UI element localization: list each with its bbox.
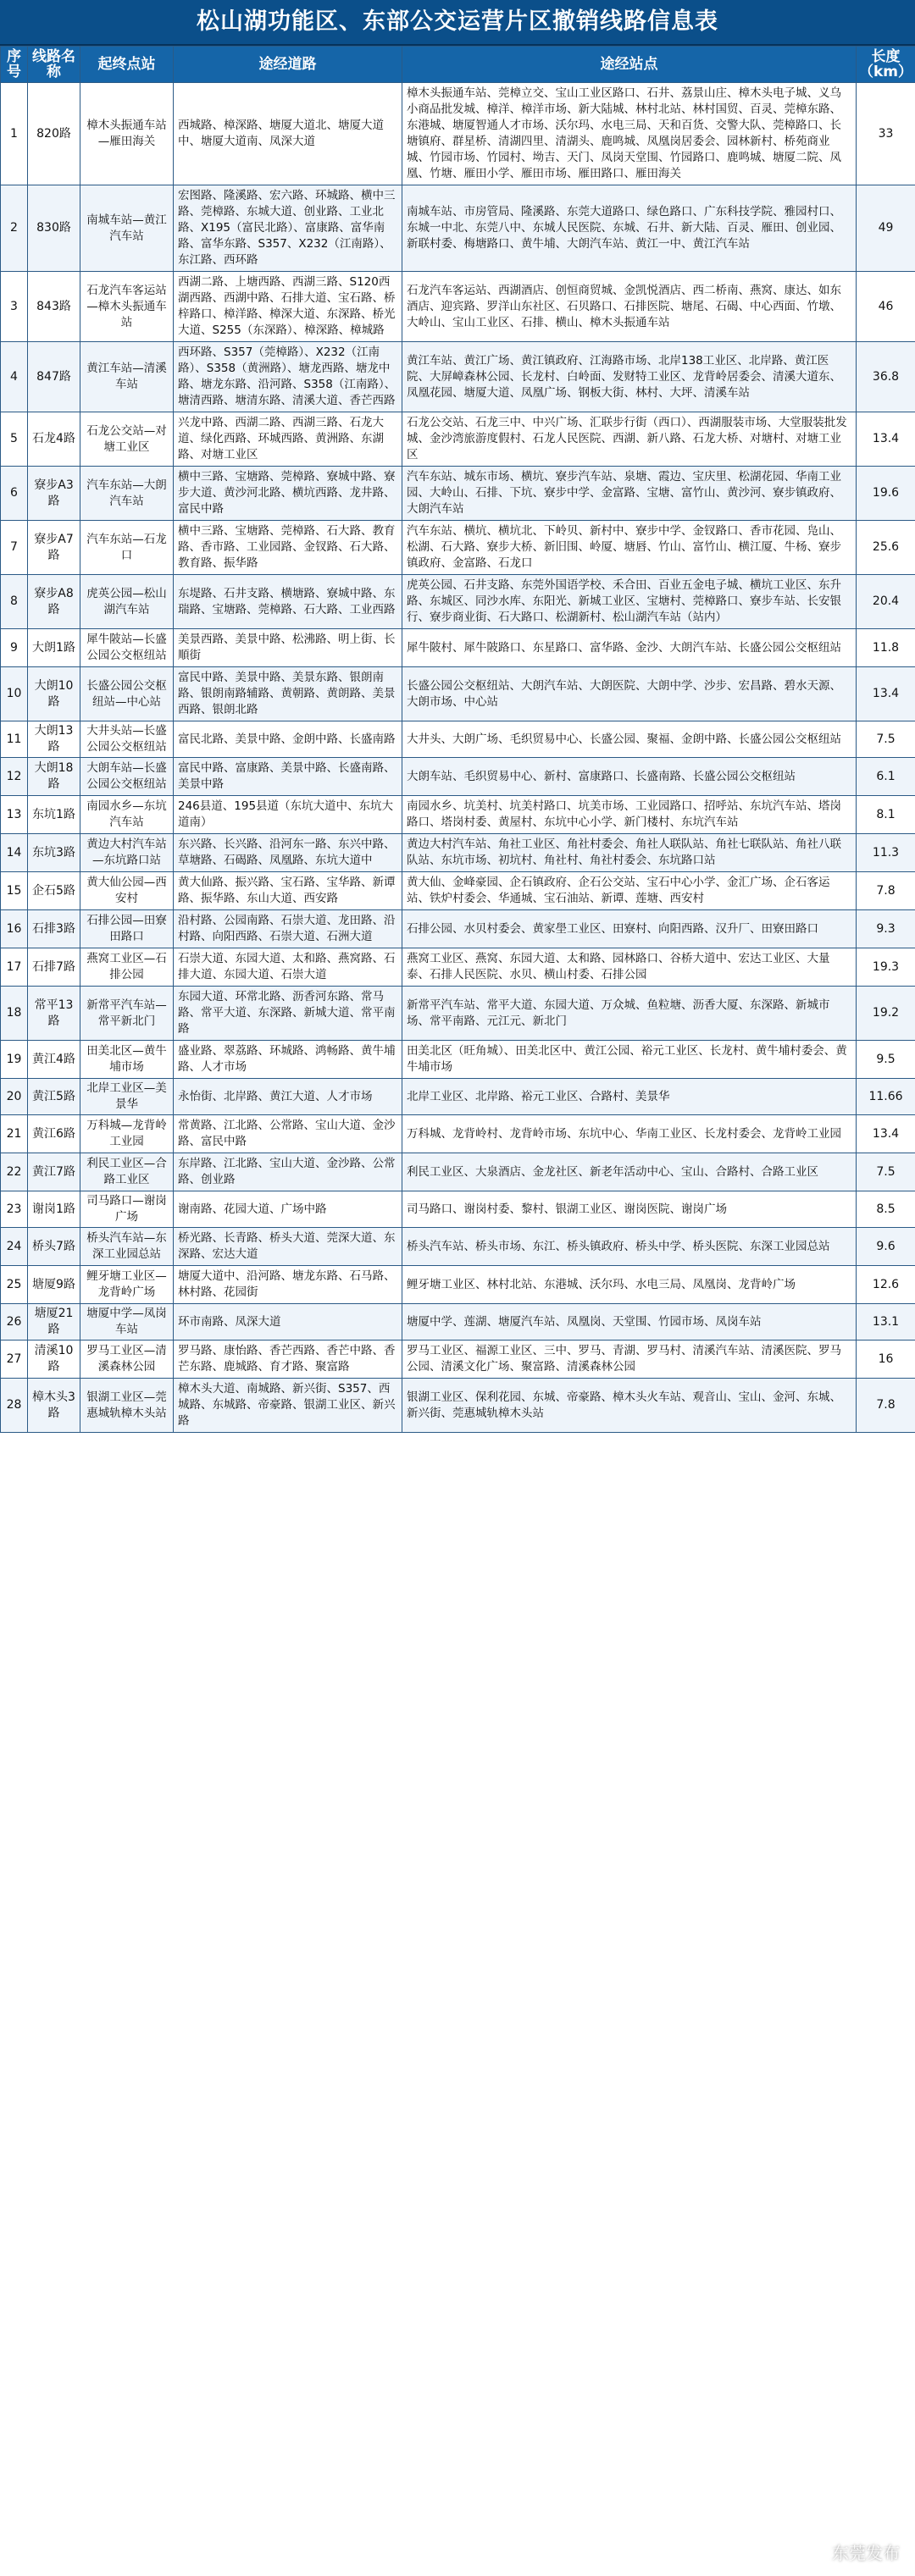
table-cell-length: 12.6 <box>857 1266 915 1304</box>
table-cell-start: 石龙汽车客运站—樟木头振通车站 <box>80 272 174 342</box>
table-cell-no: 20 <box>1 1079 28 1115</box>
table-cell-no: 25 <box>1 1266 28 1304</box>
table-cell-length: 8.1 <box>857 796 915 834</box>
table-cell-stops: 汽车东站、城东市场、横坑、寮步汽车站、泉塘、霞边、宝庆里、松湖花园、华南工业园、大岭山、石排、下坑、寮步中学、金富路、宝塘、富竹山、黄沙河、寮步镇政府、大朗汽车站 <box>402 467 857 521</box>
table-cell-line: 黄江6路 <box>28 1115 80 1153</box>
table-cell-roads: 东堤路、石井支路、横塘路、寮城中路、东瑞路、宝塘路、莞樟路、石大路、工业西路 <box>174 575 402 629</box>
table-cell-roads: 西城路、樟深路、塘厦大道北、塘厦大道中、塘厦大道南、凤深大道 <box>174 83 402 185</box>
table-cell-no: 7 <box>1 521 28 575</box>
table-cell-no: 1 <box>1 83 28 185</box>
table-cell-line: 石排3路 <box>28 910 80 948</box>
table-cell-roads: 西环路、S357（莞樟路）、X232（江南路）、S358（黄洲路）、塘龙西路、塘龙中路、塘龙东路、沿河路、S358（江南路）、塘清西路、塘清东路、清溪大道、香芒西路 <box>174 342 402 412</box>
table-cell-line: 黄江4路 <box>28 1041 80 1079</box>
table-row <box>1 521 915 575</box>
table-cell-line: 石排7路 <box>28 948 80 987</box>
table-cell-no: 12 <box>1 758 28 796</box>
table-cell-start: 罗马工业区—清溪森林公园 <box>80 1341 174 1379</box>
table-cell-line: 黄江5路 <box>28 1079 80 1115</box>
table-cell-length: 11.8 <box>857 629 915 667</box>
table-cell-no: 17 <box>1 948 28 987</box>
table-cell-stops: 田美北区（旺角城）、田美北区中、黄江公园、裕元工业区、长龙村、黄牛埔村委会、黄牛埔市场 <box>402 1041 857 1079</box>
table-row <box>1 948 915 987</box>
table-cell-no: 2 <box>1 185 28 272</box>
table-cell-roads: 富民北路、美景中路、金朗中路、长盛南路 <box>174 721 402 758</box>
table-cell-no: 19 <box>1 1041 28 1079</box>
table-header <box>1 47 915 83</box>
table-cell-stops: 利民工业区、大泉酒店、金龙社区、新老年活动中心、宝山、合路村、合路工业区 <box>402 1153 857 1191</box>
table-cell-no: 9 <box>1 629 28 667</box>
table-cell-start: 长盛公园公交枢纽站—中心站 <box>80 667 174 721</box>
table-cell-roads: 西湖二路、上塘西路、西湖三路、S120西湖西路、西湖中路、石排大道、宝石路、桥梓路口、樟洋路、樟深大道、东深路、桥光大道、S255（东深路）、樟深路、樟城路 <box>174 272 402 342</box>
table-row <box>1 342 915 412</box>
table-cell-length: 9.6 <box>857 1228 915 1266</box>
table-cell-roads: 常黄路、江北路、公常路、宝山大道、金沙路、富民中路 <box>174 1115 402 1153</box>
table-row <box>1 1304 915 1341</box>
table-cell-length: 13.1 <box>857 1304 915 1341</box>
table-cell-stops: 黄边大村汽车站、角社工业区、角社村委会、角社人联队站、角社七联队站、角社八联队站、东坑市场、初坑村、角社村、角社村委会、东坑路口站 <box>402 834 857 872</box>
table-cell-no: 11 <box>1 721 28 758</box>
table-cell-roads: 东兴路、长兴路、沿河东一路、东兴中路、草塘路、石碣路、凤凰路、东坑大道中 <box>174 834 402 872</box>
table-row <box>1 721 915 758</box>
table-cell-start: 万科城—龙背岭工业园 <box>80 1115 174 1153</box>
table-cell-start: 黄江车站—清溪车站 <box>80 342 174 412</box>
table-cell-stops: 黄江车站、黄江广场、黄江镇政府、江海路市场、北岸138工业区、北岸路、黄江医院、大屏嶂森林公园、长龙村、白岭面、发财特工业区、龙背岭居委会、清溪大道东、凤凰花园、塘厦大道、凤凰广场、钢板大街、林村、大坪、清溪车站 <box>402 342 857 412</box>
table-cell-length: 19.3 <box>857 948 915 987</box>
table-cell-no: 5 <box>1 412 28 467</box>
table-cell-length: 13.4 <box>857 667 915 721</box>
table-cell-length: 9.5 <box>857 1041 915 1079</box>
table-cell-roads: 永怡街、北岸路、黄江大道、人才市场 <box>174 1079 402 1115</box>
table-cell-start: 石排公园—田寮田路口 <box>80 910 174 948</box>
table-cell-roads: 横中三路、宝塘路、莞樟路、寮城中路、寮步大道、黄沙河北路、横坑西路、龙井路、富民中路 <box>174 467 402 521</box>
table-cell-stops: 塘厦中学、莲湖、塘厦汽车站、凤凰岗、天堂围、竹园市场、凤岗车站 <box>402 1304 857 1341</box>
table-cell-roads: 横中三路、宝塘路、莞樟路、石大路、教育路、香市路、工业园路、金钗路、石大路、教育路、振华路 <box>174 521 402 575</box>
table-cell-line: 黄江7路 <box>28 1153 80 1191</box>
table-cell-length: 33 <box>857 83 915 185</box>
table-row <box>1 1115 915 1153</box>
table-cell-line: 大朗10路 <box>28 667 80 721</box>
table-row <box>1 575 915 629</box>
table-row <box>1 1191 915 1228</box>
table-cell-no: 26 <box>1 1304 28 1341</box>
table-cell-start: 大井头站—长盛公园公交枢纽站 <box>80 721 174 758</box>
table-cell-no: 18 <box>1 987 28 1041</box>
header-length: 长度（km） <box>857 47 915 83</box>
table-cell-length: 7.8 <box>857 872 915 910</box>
table-cell-line: 塘厦9路 <box>28 1266 80 1304</box>
route-table <box>0 46 915 1433</box>
table-row <box>1 796 915 834</box>
table-cell-line: 东坑1路 <box>28 796 80 834</box>
header-start: 起终点站 <box>80 47 174 83</box>
table-body <box>1 83 915 1433</box>
table-cell-line: 847路 <box>28 342 80 412</box>
table-row <box>1 987 915 1041</box>
table-cell-length: 11.66 <box>857 1079 915 1115</box>
table-cell-start: 汽车东站—大朗汽车站 <box>80 467 174 521</box>
table-cell-stops: 南园水乡、坑美村、坑美村路口、坑美市场、工业园路口、招呼站、东坑汽车站、塔岗路口、塔岗村委、黄屋村、东坑中心小学、新门楼村、东坑汽车站 <box>402 796 857 834</box>
table-cell-line: 谢岗1路 <box>28 1191 80 1228</box>
table-cell-stops: 司马路口、谢岗村委、黎村、银湖工业区、谢岗医院、谢岗广场 <box>402 1191 857 1228</box>
table-cell-start: 黄大仙公园—西安村 <box>80 872 174 910</box>
table-cell-stops: 银湖工业区、保利花园、东城、帝豪路、樟木头火车站、观音山、宝山、金河、东城、新兴街、莞惠城轨樟木头站 <box>402 1379 857 1433</box>
table-cell-line: 830路 <box>28 185 80 272</box>
table-row <box>1 758 915 796</box>
table-cell-start: 北岸工业区—美景华 <box>80 1079 174 1115</box>
table-cell-line: 820路 <box>28 83 80 185</box>
table-cell-roads: 美景西路、美景中路、松沸路、明上街、长順街 <box>174 629 402 667</box>
table-cell-roads: 塘厦大道中、沿河路、塘龙东路、石马路、林村路、花园街 <box>174 1266 402 1304</box>
table-cell-length: 36.8 <box>857 342 915 412</box>
table-cell-length: 7.8 <box>857 1379 915 1433</box>
table-cell-line: 樟木头3路 <box>28 1379 80 1433</box>
table-cell-no: 16 <box>1 910 28 948</box>
table-cell-line: 桥头7路 <box>28 1228 80 1266</box>
table-cell-stops: 长盛公园公交枢纽站、大朗汽车站、大朗医院、大朗中学、沙步、宏昌路、碧水天源、大朗市场、中心站 <box>402 667 857 721</box>
table-cell-no: 13 <box>1 796 28 834</box>
table-cell-no: 28 <box>1 1379 28 1433</box>
table-cell-roads: 盛业路、翠荔路、环城路、鸿畅路、黄牛埔路、人才市场 <box>174 1041 402 1079</box>
header-row <box>1 47 915 83</box>
table-cell-start: 黄边大村汽车站—东坑路口站 <box>80 834 174 872</box>
table-cell-line: 大朗13路 <box>28 721 80 758</box>
table-cell-line: 大朗1路 <box>28 629 80 667</box>
table-cell-start: 田美北区—黄牛埔市场 <box>80 1041 174 1079</box>
table-cell-line: 东坑3路 <box>28 834 80 872</box>
table-cell-no: 3 <box>1 272 28 342</box>
table-cell-line: 寮步A3路 <box>28 467 80 521</box>
table-cell-length: 6.1 <box>857 758 915 796</box>
table-row <box>1 412 915 467</box>
table-cell-line: 清溪10路 <box>28 1341 80 1379</box>
table-cell-roads: 石崇大道、东园大道、太和路、燕窝路、石排大道、东园大道、石崇大道 <box>174 948 402 987</box>
table-cell-start: 犀牛陂站—长盛公园公交枢纽站 <box>80 629 174 667</box>
table-row <box>1 1041 915 1079</box>
table-row <box>1 185 915 272</box>
table-cell-stops: 大井头、大朗广场、毛织贸易中心、长盛公园、聚福、金朗中路、长盛公园公交枢纽站 <box>402 721 857 758</box>
table-cell-start: 燕窝工业区—石排公园 <box>80 948 174 987</box>
table-cell-length: 19.6 <box>857 467 915 521</box>
table-cell-stops: 南城车站、市房管局、隆溪路、东莞大道路口、绿色路口、广东科技学院、雅园村口、东城一中北、东莞八中、东城人民医院、东城、石井、新大陆、百灵、雁田、创业园、新联村委、梅塘路口、黄牛埔、大朗汽车站、黄江一中、黄江汽车站 <box>402 185 857 272</box>
table-row <box>1 1379 915 1433</box>
table-cell-start: 桥头汽车站—东深工业园总站 <box>80 1228 174 1266</box>
table-cell-length: 13.4 <box>857 412 915 467</box>
header-no: 序号 <box>1 47 28 83</box>
table-cell-length: 7.5 <box>857 1153 915 1191</box>
table-row <box>1 467 915 521</box>
table-cell-stops: 汽车东站、横坑、横坑北、下岭贝、新村中、寮步中学、金钗路口、香市花园、凫山、松湖、石大路、寮步大桥、新旧围、岭厦、塘唇、竹山、富竹山、横江厦、牛杨、寮步镇政府、金富路、石龙口 <box>402 521 857 575</box>
table-cell-length: 8.5 <box>857 1191 915 1228</box>
table-cell-stops: 鲤牙塘工业区、林村北站、东港城、沃尔玛、水电三局、凤凰岗、龙背岭广场 <box>402 1266 857 1304</box>
table-cell-stops: 万科城、龙背岭村、龙背岭市场、东坑中心、华南工业区、长龙村委会、龙背岭工业园 <box>402 1115 857 1153</box>
table-cell-start: 鲤牙塘工业区—龙背岭广场 <box>80 1266 174 1304</box>
table-row <box>1 629 915 667</box>
table-cell-length: 7.5 <box>857 721 915 758</box>
table-cell-roads: 环市南路、凤深大道 <box>174 1304 402 1341</box>
table-cell-start: 利民工业区—合路工业区 <box>80 1153 174 1191</box>
table-cell-no: 23 <box>1 1191 28 1228</box>
table-row <box>1 1266 915 1304</box>
page-title: 松山湖功能区、东部公交运营片区撤销线路信息表 <box>0 0 915 46</box>
table-cell-stops: 石龙汽车客运站、西湖酒店、创恒商贸城、金凯悦酒店、西二桥南、燕窝、康达、如东酒店、迎宾路、罗洋山东社区、石贝路口、石排医院、塘尾、石碣、中心西面、竹墩、大岭山、宝山工业区、石排、横山、樟木头振通车站 <box>402 272 857 342</box>
table-cell-roads: 桥光路、长青路、桥头大道、莞深大道、东深路、宏达大道 <box>174 1228 402 1266</box>
table-cell-start: 石龙公交站—对塘工业区 <box>80 412 174 467</box>
table-cell-line: 大朗18路 <box>28 758 80 796</box>
table-cell-line: 石龙4路 <box>28 412 80 467</box>
table-row <box>1 667 915 721</box>
table-cell-length: 20.4 <box>857 575 915 629</box>
table-cell-line: 企石5路 <box>28 872 80 910</box>
table-row <box>1 1341 915 1379</box>
table-cell-length: 49 <box>857 185 915 272</box>
header-roads: 途经道路 <box>174 47 402 83</box>
table-cell-start: 银湖工业区—莞惠城轨樟木头站 <box>80 1379 174 1433</box>
table-cell-stops: 燕窝工业区、燕窝、东园大道、太和路、园林路口、谷桥大道中、宏达工业区、大量泰、石排人民医院、水贝、横山村委、石排公园 <box>402 948 857 987</box>
table-cell-roads: 黄大仙路、振兴路、宝石路、宝华路、新谭路、振华路、东山大道、西安路 <box>174 872 402 910</box>
table-cell-roads: 樟木头大道、南城路、新兴街、S357、西城路、东城路、帝豪路、银湖工业区、新兴路 <box>174 1379 402 1433</box>
table-cell-length: 16 <box>857 1341 915 1379</box>
table-cell-line: 常平13路 <box>28 987 80 1041</box>
table-row <box>1 834 915 872</box>
table-cell-stops: 北岸工业区、北岸路、裕元工业区、合路村、美景华 <box>402 1079 857 1115</box>
table-cell-roads: 246县道、195县道（东坑大道中、东坑大道南） <box>174 796 402 834</box>
table-cell-stops: 犀牛陂村、犀牛陂路口、东星路口、富华路、金沙、大朗汽车站、长盛公园公交枢纽站 <box>402 629 857 667</box>
table-cell-no: 8 <box>1 575 28 629</box>
table-cell-length: 46 <box>857 272 915 342</box>
table-cell-no: 24 <box>1 1228 28 1266</box>
table-cell-stops: 黄大仙、金峰豪园、企石镇政府、企石公交站、宝石中心小学、金汇广场、企石客运站、铁炉村委会、华通城、宝石油站、新谭、莲塘、西安村 <box>402 872 857 910</box>
table-cell-no: 27 <box>1 1341 28 1379</box>
table-cell-length: 19.2 <box>857 987 915 1041</box>
table-cell-line: 寮步A7路 <box>28 521 80 575</box>
table-cell-start: 司马路口—谢岗广场 <box>80 1191 174 1228</box>
table-cell-length: 9.3 <box>857 910 915 948</box>
table-cell-stops: 樟木头振通车站、莞樟立交、宝山工业区路口、石井、荔景山庄、樟木头电子城、义乌小商品批发城、樟洋、樟洋市场、新大陆城、林村北站、林村国贸、百灵、莞樟东路、东港城、塘厦智通人才市场、沃尔玛、水电三局、天和百货、交警大队、莞樟路口、长塘镇府、群星桥、清湖四里、清湖头、鹿鸣城、凤凰岗居委会、园林新村、桥苑商业城、竹园市场、竹园村、坳吉、天门、凤岗天堂围、竹园路口、鹿鸣城、塘厦二院、凤凰、竹塘、雁田小学、雁田市场、雁田路口、雁田海关 <box>402 83 857 185</box>
table-row <box>1 83 915 185</box>
header-stops: 途经站点 <box>402 47 857 83</box>
table-cell-start: 大朗车站—长盛公园公交枢纽站 <box>80 758 174 796</box>
table-cell-no: 10 <box>1 667 28 721</box>
table-cell-no: 21 <box>1 1115 28 1153</box>
table-cell-stops: 虎英公园、石井支路、东莞外国语学校、禾合田、百业五金电子城、横坑工业区、东升路、东城区、同沙水库、东阳光、新城工业区、宝塘村、莞樟路口、寮步车站、长安银行、寮步商业街、石大路口、松湖新村、松山湖汽车站（站内） <box>402 575 857 629</box>
table-cell-start: 虎英公园—松山湖汽车站 <box>80 575 174 629</box>
table-cell-roads: 富民中路、富康路、美景中路、长盛南路、美景中路 <box>174 758 402 796</box>
header-line: 线路名称 <box>28 47 80 83</box>
table-cell-roads: 富民中路、美景中路、美景东路、银朗南路、银朗南路辅路、黄朝路、黄朗路、美景西路、银朗北路 <box>174 667 402 721</box>
table-cell-stops: 大朗车站、毛织贸易中心、新村、富康路口、长盛南路、长盛公园公交枢纽站 <box>402 758 857 796</box>
table-cell-start: 南园水乡—东坑汽车站 <box>80 796 174 834</box>
table-cell-no: 15 <box>1 872 28 910</box>
table-row <box>1 1153 915 1191</box>
table-cell-roads: 兴龙中路、西湖二路、西湖三路、石龙大道、绿化西路、环城西路、黄洲路、东湖路、对塘工业区 <box>174 412 402 467</box>
table-cell-start: 新常平汽车站—常平新北门 <box>80 987 174 1041</box>
watermark-text: 东莞发布 <box>832 2543 900 2563</box>
table-cell-roads: 东园大道、环常北路、沥香河东路、常马路、常平大道、东深路、新城大道、常平南路 <box>174 987 402 1041</box>
table-row <box>1 1079 915 1115</box>
table-cell-length: 11.3 <box>857 834 915 872</box>
table-cell-no: 22 <box>1 1153 28 1191</box>
table-cell-roads: 罗马路、康怡路、香芒西路、香芒中路、香芒东路、鹿城路、育才路、聚富路 <box>174 1341 402 1379</box>
table-row <box>1 910 915 948</box>
table-row <box>1 1228 915 1266</box>
table-cell-length: 13.4 <box>857 1115 915 1153</box>
table-row <box>1 872 915 910</box>
table-cell-roads: 宏图路、隆溪路、宏六路、环城路、横中三路、莞樟路、东城大道、创业路、工业北路、X195（富民北路）、富康路、富华南路、富华东路、S357、X232（江南路）、东江路、西环路 <box>174 185 402 272</box>
table-cell-start: 塘厦中学—凤岗车站 <box>80 1304 174 1341</box>
table-cell-roads: 东岸路、江北路、宝山大道、金沙路、公常路、创业路 <box>174 1153 402 1191</box>
table-cell-stops: 新常平汽车站、常平大道、东园大道、万众城、鱼粒塘、沥香大厦、东深路、新城市场、常平南路、元江元、新北门 <box>402 987 857 1041</box>
table-cell-stops: 桥头汽车站、桥头市场、东江、桥头镇政府、桥头中学、桥头医院、东深工业园总站 <box>402 1228 857 1266</box>
table-cell-length: 25.6 <box>857 521 915 575</box>
table-cell-line: 寮步A8路 <box>28 575 80 629</box>
table-cell-start: 南城车站—黄江汽车站 <box>80 185 174 272</box>
table-cell-start: 汽车东站—石龙口 <box>80 521 174 575</box>
table-cell-no: 4 <box>1 342 28 412</box>
table-cell-no: 14 <box>1 834 28 872</box>
table-cell-line: 843路 <box>28 272 80 342</box>
table-cell-roads: 沿村路、公园南路、石崇大道、龙田路、沿村路、向阳西路、石崇大道、石洲大道 <box>174 910 402 948</box>
table-cell-stops: 石排公园、水贝村委会、黄家壆工业区、田寮村、向阳西路、汉升厂、田寮田路口 <box>402 910 857 948</box>
table-cell-stops: 罗马工业区、福源工业区、三中、罗马、青湖、罗马村、清溪汽车站、清溪医院、罗马公园、清溪文化广场、聚富路、清溪森林公园 <box>402 1341 857 1379</box>
table-row <box>1 272 915 342</box>
table-cell-stops: 石龙公交站、石龙三中、中兴广场、汇联步行街（西口）、西湖服装市场、大堂服装批发城、金沙湾旅游度假村、石龙人民医院、西湖、新八路、石龙大桥、对塘村、对塘工业区 <box>402 412 857 467</box>
table-cell-start: 樟木头振通车站—雁田海关 <box>80 83 174 185</box>
table-cell-no: 6 <box>1 467 28 521</box>
table-cell-roads: 谢南路、花园大道、广场中路 <box>174 1191 402 1228</box>
table-cell-line: 塘厦21路 <box>28 1304 80 1341</box>
